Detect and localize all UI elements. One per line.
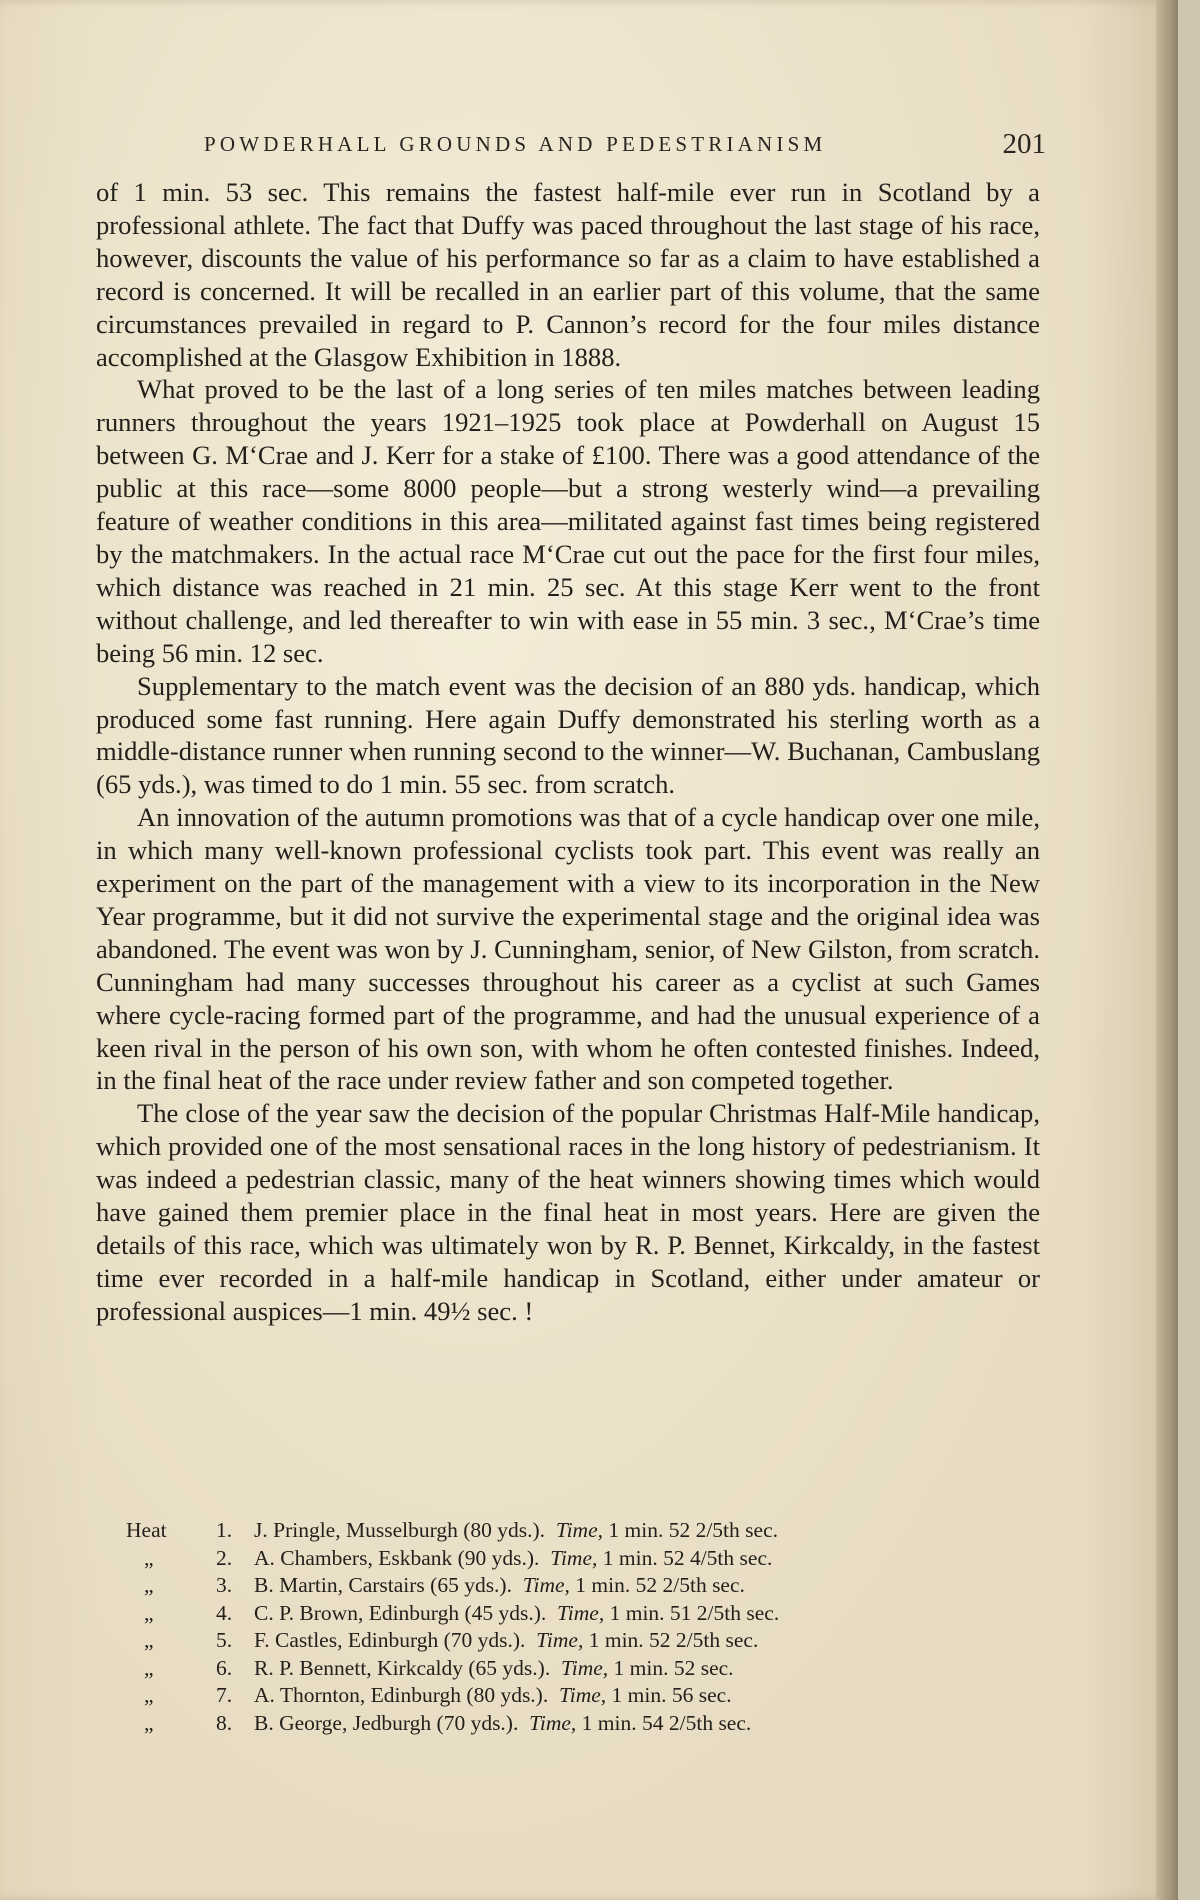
body-text xyxy=(96,176,1040,1328)
heat-runner: B. George, Jedburgh (70 yds.). xyxy=(254,1710,519,1735)
paragraph-cycle-handicap: An innovation of the autumn promotions was that of a cycle handicap over one mile, in which many well-known professional cyclists took part. This event was really an experiment on the part of the management with a view to its incorporation in the New Year programme, but it did not survive the experimental stage and the original idea was abandoned. The event was won by J. Cunningham, senior, of New Gilston, from scratch. Cunningham had many successes throughout his career as a cyclist at such Games where cycle-racing formed part of the programme, and had the unusual experience of a keen rival in the person of his own son, with whom he often contested finishes. Indeed, in the final heat of the race under review father and son competed together. xyxy=(96,802,1040,1096)
ditto-mark: „ xyxy=(144,1655,154,1680)
heat-result-row xyxy=(126,1655,1026,1683)
heat-number: 1. xyxy=(216,1518,233,1542)
heat-result-row xyxy=(126,1517,1026,1545)
heat-number: 5. xyxy=(216,1628,233,1652)
heat-time-label: Time, xyxy=(555,1518,604,1542)
heat-number: 6. xyxy=(216,1655,233,1680)
heat-time-label: Time, xyxy=(536,1628,584,1652)
page-edge xyxy=(1156,0,1178,1900)
heat-runner: F. Castles, Edinburgh (70 yds.). xyxy=(254,1628,526,1652)
heat-results-list xyxy=(126,1517,1026,1737)
ditto-mark: „ xyxy=(144,1600,154,1625)
heat-result-row xyxy=(126,1545,1026,1573)
heat-time: 1 min. 52 2/5th sec. xyxy=(575,1573,745,1597)
heat-number: 8. xyxy=(216,1710,233,1735)
running-head xyxy=(190,128,1050,168)
heat-result-row xyxy=(126,1682,1026,1710)
heat-runner: A. Thornton, Edinburgh (80 yds.). xyxy=(254,1683,549,1707)
heat-runner: B. Martin, Carstairs (65 yds.). xyxy=(254,1573,512,1597)
heat-time: 1 min. 52 4/5th sec. xyxy=(602,1545,773,1570)
heat-runner: J. Pringle, Musselburgh (80 yds.). xyxy=(254,1518,546,1542)
heat-runner: R. P. Bennett, Kirkcaldy (65 yds.). xyxy=(254,1655,551,1680)
heat-time: 1 min. 56 sec. xyxy=(611,1683,732,1707)
heat-time-label: Time, xyxy=(557,1600,605,1625)
heat-time: 1 min. 52 2/5th sec. xyxy=(588,1628,759,1652)
heat-runner: A. Chambers, Eskbank (90 yds.). xyxy=(254,1545,540,1570)
heat-result-row xyxy=(126,1600,1026,1628)
ditto-mark: „ xyxy=(144,1683,154,1707)
heat-runner: C. P. Brown, Edinburgh (45 yds.). xyxy=(254,1600,547,1625)
paragraph-continued: of 1 min. 53 sec. This remains the fastest half-mile ever run in Scotland by a professional athlete. The fact that Duffy was paced throughout the last stage of his race, however, discounts the value of his performance so far as a claim to have established a record is concerned. It will be recalled in an earlier part of this volume, that the same circumstances prevailed in regard to P. Cannon’s record for the four miles distance accomplished at the Glasgow Exhibition in 1888. xyxy=(96,177,1040,372)
heat-time: 1 min. 52 sec. xyxy=(613,1655,734,1680)
heat-time-label: Time, xyxy=(558,1683,607,1707)
heat-time: 1 min. 51 2/5th sec. xyxy=(609,1600,780,1625)
ditto-mark: „ xyxy=(144,1628,154,1652)
heat-time-label: Time, xyxy=(529,1710,577,1735)
heat-result-row xyxy=(126,1572,1026,1600)
heat-number: 3. xyxy=(216,1573,233,1597)
paragraph-christmas-half-mile: The close of the year saw the decision of the popular Christmas Half-Mile handicap, which provided one of the most sensational races in the long history of pedestrianism. It was indeed a pedestrian classic, many of the heat winners showing times which would have gained them premier place in the final heat in most years. Here are given the details of this race, which was ultimately won by R. P. Bennet, Kirkcaldy, in the fastest time ever recorded in a half-mile handicap in Scotland, either under amateur or professional auspices—1 min. 49½ sec. ! xyxy=(96,1098,1040,1326)
heat-time-label: Time, xyxy=(560,1655,609,1680)
ditto-mark: „ xyxy=(144,1710,154,1735)
heat-prefix: Heat xyxy=(126,1518,167,1542)
heat-number: 4. xyxy=(216,1600,233,1625)
paragraph-ten-miles-match: What proved to be the last of a long series of ten miles matches between leading runners throughout the years 1921–1925 took place at Powderhall on August 15 between G. M‘Crae and J. Kerr for a stake of £100. There was a good attendance of the public at this race—some 8000 people—but a strong westerly wind—a prevailing feature of weather conditions in this area—militated against fast times being registered by the matchmakers. In the actual race M‘Crae cut out the pace for the first four miles, which distance was reached in 21 min. 25 sec. At this stage Kerr went to the front without challenge, and led thereafter to win with ease in 55 min. 3 sec., M‘Crae’s time being 56 min. 12 sec. xyxy=(96,374,1040,668)
ditto-mark: „ xyxy=(144,1573,154,1597)
running-title: POWDERHALL GROUNDS AND PEDESTRIANISM xyxy=(204,132,827,156)
heat-time: 1 min. 54 2/5th sec. xyxy=(581,1710,752,1735)
page-number: 201 xyxy=(1002,128,1046,160)
heat-result-row xyxy=(126,1627,1026,1655)
heat-time-label: Time, xyxy=(522,1573,570,1597)
heat-time-label: Time, xyxy=(550,1545,598,1570)
ditto-mark: „ xyxy=(144,1545,154,1570)
paragraph-880-handicap: Supplementary to the match event was the decision of an 880 yds. handicap, which produced some fast running. Here again Duffy demonstrated his sterling worth as a middle-distance runner when running second to the winner—W. Buchanan, Cambuslang (65 yds.), was timed to do 1 min. 55 sec. from scratch. xyxy=(96,670,1040,800)
heat-number: 2. xyxy=(216,1545,233,1570)
heat-result-row xyxy=(126,1710,1026,1738)
heat-time: 1 min. 52 2/5th sec. xyxy=(608,1518,778,1542)
heat-number: 7. xyxy=(216,1683,233,1707)
